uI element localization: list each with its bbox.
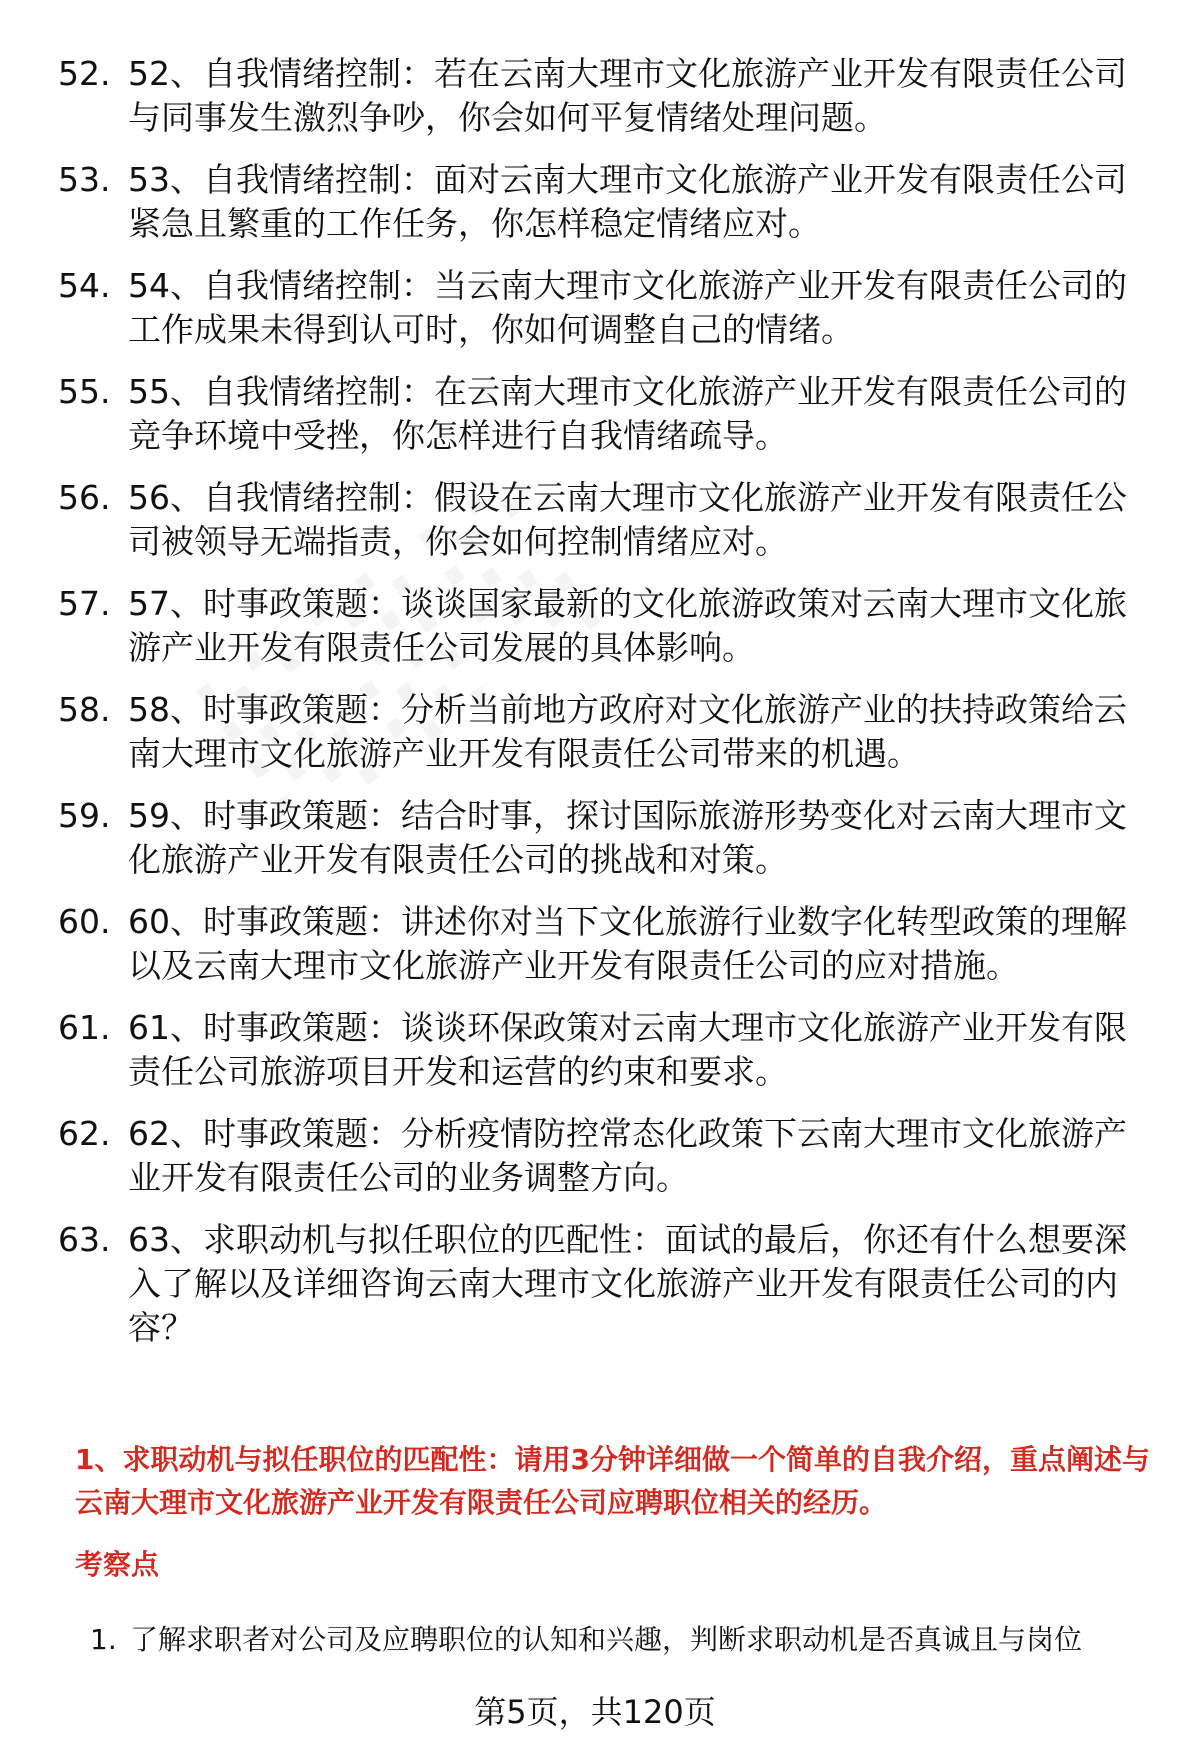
item-number: 61. bbox=[58, 1008, 111, 1047]
list-item bbox=[58, 264, 1158, 352]
list-item bbox=[58, 476, 1158, 564]
item-number: 58. bbox=[58, 690, 111, 729]
list-item bbox=[58, 688, 1158, 776]
item-text: 52、自我情绪控制：若在云南大理市文化旅游产业开发有限责任公司与同事发生激烈争吵，你会如何平复情绪处理问题。 bbox=[128, 54, 1127, 137]
item-text: 63、求职动机与拟任职位的匹配性：面试的最后，你还有什么想要深入了解以及详细咨询云南大理市文化旅游产业开发有限责任公司的内容？ bbox=[128, 1220, 1127, 1347]
page-footer: 第5页，共120页 bbox=[474, 1693, 716, 1731]
list-item bbox=[58, 1112, 1158, 1200]
item-text: 54、自我情绪控制：当云南大理市文化旅游产业开发有限责任公司的工作成果未得到认可时，你如何调整自己的情绪。 bbox=[128, 266, 1127, 349]
item-number: 54. bbox=[58, 266, 111, 305]
point-number: 1. bbox=[90, 1623, 117, 1656]
section-title: 考察点 bbox=[75, 1548, 160, 1581]
item-text: 62、时事政策题：分析疫情防控常态化政策下云南大理市文化旅游产业开发有限责任公司的业务调整方向。 bbox=[128, 1114, 1127, 1197]
list-item bbox=[58, 158, 1158, 246]
item-number: 57. bbox=[58, 584, 111, 623]
item-number: 60. bbox=[58, 902, 111, 941]
item-text: 59、时事政策题：结合时事，探讨国际旅游形势变化对云南大理市文化旅游产业开发有限责任公司的挑战和对策。 bbox=[128, 796, 1127, 879]
item-text: 61、时事政策题：谈谈环保政策对云南大理市文化旅游产业开发有限责任公司旅游项目开发和运营的约束和要求。 bbox=[128, 1008, 1127, 1091]
question-list bbox=[58, 52, 1158, 1368]
list-item bbox=[58, 794, 1158, 882]
list-item bbox=[58, 582, 1158, 670]
item-text: 60、时事政策题：讲述你对当下文化旅游行业数字化转型政策的理解以及云南大理市文化旅游产业开发有限责任公司的应对措施。 bbox=[128, 902, 1127, 985]
list-item bbox=[58, 900, 1158, 988]
item-number: 52. bbox=[58, 54, 111, 93]
item-number: 59. bbox=[58, 796, 111, 835]
item-number: 55. bbox=[58, 372, 111, 411]
item-number: 62. bbox=[58, 1114, 111, 1153]
evaluation-point bbox=[90, 1620, 1170, 1660]
list-item bbox=[58, 1006, 1158, 1094]
list-item bbox=[58, 370, 1158, 458]
point-text: 了解求职者对公司及应聘职位的认知和兴趣，判断求职动机是否真诚且与岗位 bbox=[130, 1623, 1083, 1656]
item-number: 63. bbox=[58, 1220, 111, 1259]
item-number: 56. bbox=[58, 478, 111, 517]
highlighted-question: 1、求职动机与拟任职位的匹配性：请用3分钟详细做一个简单的自我介绍，重点阐述与云南大理市文化旅游产业开发有限责任公司应聘职位相关的经历。 bbox=[75, 1443, 1150, 1519]
item-text: 58、时事政策题：分析当前地方政府对文化旅游产业的扶持政策给云南大理市文化旅游产业开发有限责任公司带来的机遇。 bbox=[128, 690, 1127, 773]
item-number: 53. bbox=[58, 160, 111, 199]
item-text: 53、自我情绪控制：面对云南大理市文化旅游产业开发有限责任公司紧急且繁重的工作任务，你怎样稳定情绪应对。 bbox=[128, 160, 1127, 243]
item-text: 57、时事政策题：谈谈国家最新的文化旅游政策对云南大理市文化旅游产业开发有限责任公司发展的具体影响。 bbox=[128, 584, 1127, 667]
item-text: 56、自我情绪控制：假设在云南大理市文化旅游产业开发有限责任公司被领导无端指责，你会如何控制情绪应对。 bbox=[128, 478, 1127, 561]
list-item bbox=[58, 52, 1158, 140]
item-text: 55、自我情绪控制：在云南大理市文化旅游产业开发有限责任公司的竞争环境中受挫，你怎样进行自我情绪疏导。 bbox=[128, 372, 1127, 455]
list-item bbox=[58, 1218, 1158, 1350]
